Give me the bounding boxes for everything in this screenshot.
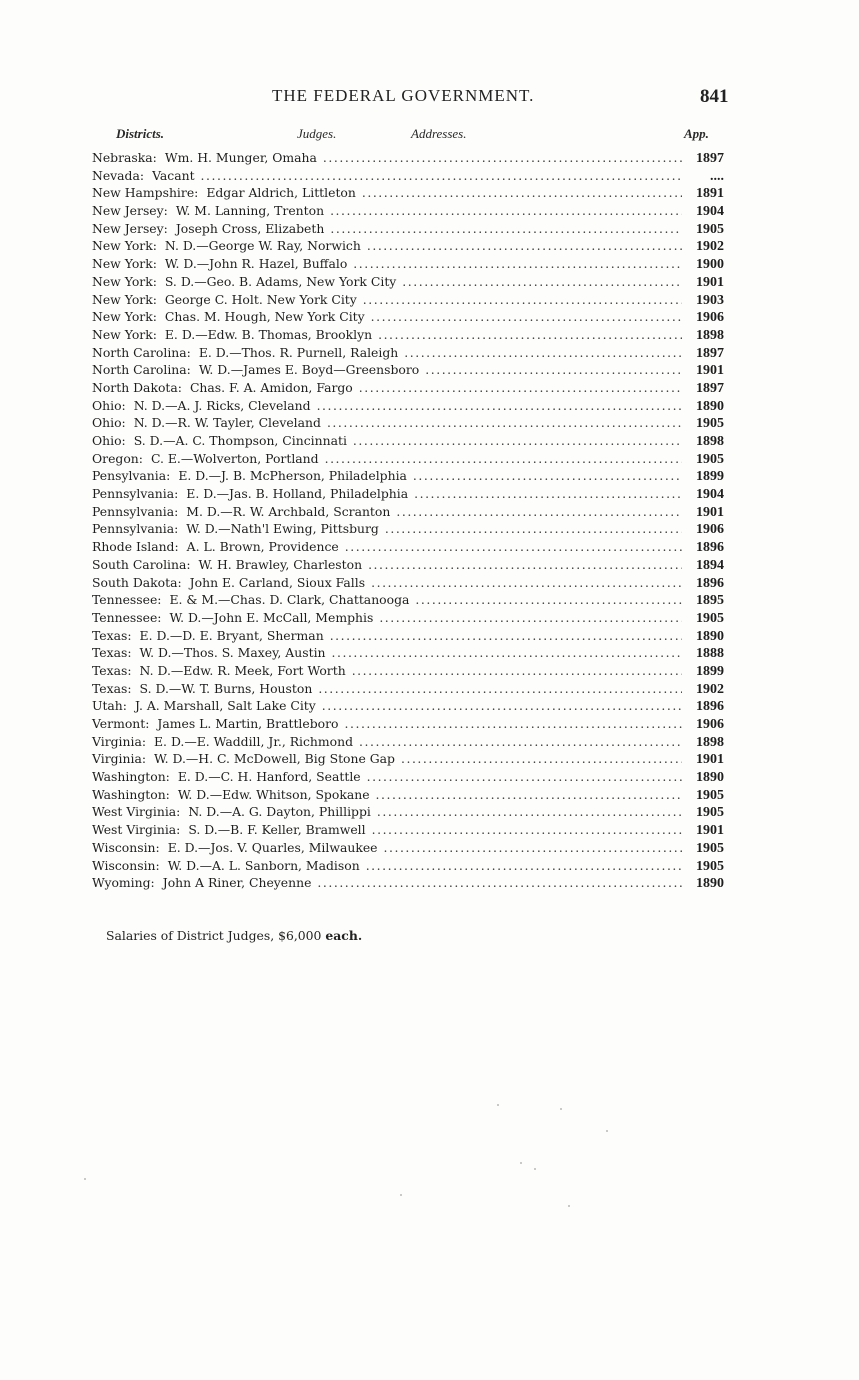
appointment-year: 1897 (696, 345, 724, 361)
dot-leader (396, 504, 682, 519)
appointment-year: 1890 (696, 876, 724, 892)
district-name: Pennsylvania: (92, 503, 179, 519)
appointment-year: 1890 (696, 398, 724, 414)
judge-and-address: A. L. Brown, Providence (186, 539, 339, 555)
judge-and-address: W. D.—A. L. Sanborn, Madison (167, 857, 360, 873)
judge-and-address: S. D.—Geo. B. Adams, New York City (164, 273, 397, 289)
district-name: New York: (92, 238, 157, 254)
dot-leader (327, 415, 682, 430)
dot-leader (377, 804, 682, 819)
district-name: Pennsylvania: (92, 486, 179, 502)
judge-and-address: E. D.—Jos. V. Quarles, Milwaukee (167, 839, 378, 855)
column-headers (0, 126, 859, 144)
list-item (92, 769, 724, 787)
judge-and-address: S. D.—A. C. Thompson, Cincinnati (133, 433, 347, 448)
district-name: Ohio: (92, 397, 126, 413)
appointment-year: 1906 (696, 310, 724, 326)
list-item (92, 238, 724, 256)
district-name: Tennessee: (92, 609, 162, 625)
dot-leader (404, 345, 682, 360)
dot-leader (371, 309, 682, 324)
list-item (92, 716, 724, 734)
district-name: Texas: (92, 662, 132, 678)
list-item (92, 345, 724, 363)
dot-leader (367, 238, 682, 253)
appointment-year: 1904 (696, 487, 724, 503)
district-name: West Virginia: (92, 804, 181, 820)
judge-and-address: W. D.—John R. Hazel, Buffalo (164, 256, 348, 272)
list-item (92, 734, 724, 752)
column-header-addresses: Addresses. (411, 126, 467, 141)
district-name: Washington: (92, 769, 170, 785)
judge-and-address: E. D.—D. E. Bryant, Sherman (139, 627, 324, 643)
judge-and-address: N. D.—R. W. Tayler, Cleveland (133, 415, 321, 431)
dot-leader (318, 681, 682, 696)
appointment-year: 1896 (696, 699, 724, 715)
district-name: West Virginia: (92, 822, 181, 838)
district-name: South Carolina: (92, 556, 191, 572)
district-name: New York: (92, 291, 157, 307)
dot-leader (317, 875, 682, 890)
appointment-year: 1901 (696, 363, 724, 379)
district-name: Nevada: (92, 167, 145, 183)
column-header-districts: Districts. (116, 126, 165, 141)
appointment-year: 1891 (696, 186, 724, 202)
district-name: Pensylvania: (92, 468, 171, 484)
dot-leader (322, 698, 682, 713)
list-item (92, 504, 724, 522)
dot-leader (367, 769, 682, 784)
list-item (92, 645, 724, 663)
judges-list (92, 150, 724, 893)
dot-leader (363, 292, 682, 307)
list-item (92, 539, 724, 557)
district-name: Texas: (92, 645, 132, 661)
district-name: Wisconsin: (92, 857, 160, 873)
district-name: Oregon: (92, 450, 143, 466)
dot-leader (345, 716, 682, 731)
appointment-year: 1899 (696, 663, 724, 679)
judge-and-address: W. D.—Nath'l Ewing, Pittsburg (186, 521, 379, 537)
judge-and-address: M. D.—R. W. Archbald, Scranton (186, 503, 391, 519)
judge-and-address: E. D.—Thos. R. Purnell, Raleigh (198, 344, 399, 360)
judge-and-address: W. D.—Edw. Whitson, Spokane (177, 786, 370, 802)
dot-leader (371, 575, 682, 590)
appointment-year: 1901 (696, 752, 724, 768)
dot-leader (353, 256, 682, 271)
judge-and-address: W. D.—John E. McCall, Memphis (169, 609, 374, 625)
judge-and-address: John E. Carland, Sioux Falls (189, 574, 366, 590)
list-item (92, 698, 724, 716)
list-item (92, 256, 724, 274)
district-name: Vermont: (92, 716, 150, 731)
appointment-year: 1901 (696, 504, 724, 520)
list-item (92, 822, 724, 840)
dot-leader (323, 150, 682, 165)
judge-and-address: E. D.—Jas. B. Holland, Philadelphia (186, 486, 409, 502)
list-item (92, 398, 724, 416)
judge-and-address: E. D.—Edw. B. Thomas, Brooklyn (164, 326, 373, 342)
district-name: North Carolina: (92, 362, 191, 378)
dot-leader (384, 840, 682, 855)
dot-leader (345, 539, 682, 554)
dot-leader (368, 557, 682, 572)
dot-leader (385, 521, 682, 536)
list-item (92, 486, 724, 504)
list-item (92, 840, 724, 858)
footnote-emphasis: each. (325, 928, 363, 943)
list-item (92, 362, 724, 380)
list-item (92, 327, 724, 345)
judge-and-address: George C. Holt. New York City (164, 291, 357, 307)
list-item (92, 185, 724, 203)
district-name: North Dakota: (92, 379, 182, 395)
list-item (92, 610, 724, 628)
list-item (92, 663, 724, 681)
list-item (92, 592, 724, 610)
district-name: Utah: (92, 698, 127, 714)
judge-and-address: W. D.—James E. Boyd—Greensboro (198, 362, 420, 378)
judge-and-address: N. D.—Edw. R. Meek, Fort Worth (139, 662, 346, 678)
running-head (0, 86, 859, 110)
dot-leader (414, 486, 682, 501)
dot-leader (201, 168, 682, 183)
list-item (92, 433, 724, 451)
list-item (92, 751, 724, 769)
dot-leader (401, 751, 682, 766)
list-item (92, 451, 724, 469)
judge-and-address: S. D.—B. F. Keller, Bramwell (188, 822, 366, 838)
judge-and-address: Vacant (152, 167, 195, 183)
appointment-year: .... (710, 168, 724, 184)
list-item (92, 875, 724, 893)
appointment-year: 1905 (696, 840, 724, 856)
appointment-year: 1896 (696, 575, 724, 591)
dot-leader (317, 398, 682, 413)
appointment-year: 1897 (696, 380, 724, 396)
list-item (92, 168, 724, 186)
list-item (92, 150, 724, 168)
judge-and-address: S. D.—W. T. Burns, Houston (139, 680, 313, 696)
list-item (92, 203, 724, 221)
district-name: New York: (92, 256, 157, 272)
appointment-year: 1900 (696, 257, 724, 273)
district-name: Washington: (92, 786, 170, 802)
judge-and-address: Chas. F. A. Amidon, Fargo (189, 379, 353, 395)
appointment-year: 1905 (696, 221, 724, 237)
dot-leader (379, 610, 682, 625)
district-name: Ohio: (92, 415, 126, 431)
list-item (92, 804, 724, 822)
footnote-text: Salaries of District Judges, $6,000 (106, 928, 326, 943)
list-item (92, 274, 724, 292)
appointment-year: 1906 (696, 522, 724, 538)
district-name: Ohio: (92, 433, 126, 448)
appointment-year: 1906 (696, 717, 724, 732)
list-item (92, 787, 724, 805)
list-item (92, 681, 724, 699)
appointment-year: 1901 (696, 274, 724, 290)
district-name: New Jersey: (92, 220, 168, 236)
dot-leader (330, 628, 682, 643)
list-item (92, 628, 724, 646)
judge-and-address: W. D.—Thos. S. Maxey, Austin (139, 645, 326, 661)
district-name: Virginia: (92, 733, 147, 749)
page-title: THE FEDERAL GOVERNMENT. (272, 86, 535, 105)
page-number: 841 (700, 86, 729, 107)
appointment-year: 1905 (696, 805, 724, 821)
district-name: Texas: (92, 680, 132, 696)
judge-and-address: Edgar Aldrich, Littleton (206, 185, 356, 201)
dot-leader (352, 663, 682, 678)
judge-and-address: James L. Martin, Brattleboro (157, 716, 339, 731)
appointment-year: 1903 (696, 292, 724, 308)
dot-leader (325, 451, 682, 466)
appointment-year: 1905 (696, 416, 724, 432)
appointment-year: 1898 (696, 434, 724, 449)
dot-leader (413, 468, 682, 483)
dot-leader (332, 645, 682, 660)
district-name: North Carolina: (92, 344, 191, 360)
list-item (92, 221, 724, 239)
judge-and-address: C. E.—Wolverton, Portland (150, 450, 319, 466)
judge-and-address: E. D.—E. Waddill, Jr., Richmond (154, 733, 354, 749)
salary-footnote (106, 928, 362, 943)
district-name: South Dakota: (92, 574, 182, 590)
list-item (92, 380, 724, 398)
district-name: Nebraska: (92, 150, 157, 165)
district-name: Tennessee: (92, 592, 162, 608)
list-item (92, 309, 724, 327)
dot-leader (362, 185, 682, 200)
district-name: New York: (92, 326, 157, 342)
judge-and-address: E. D.—C. H. Hanford, Seattle (177, 769, 361, 785)
judge-and-address: John A Riner, Cheyenne (162, 875, 312, 891)
appointment-year: 1905 (696, 610, 724, 626)
judge-and-address: Wm. H. Munger, Omaha (164, 150, 317, 165)
appointment-year: 1901 (696, 823, 724, 839)
list-item (92, 557, 724, 575)
judge-and-address: Chas. M. Hough, New York City (164, 309, 365, 325)
dot-leader (330, 203, 682, 218)
dot-leader (425, 362, 682, 377)
judge-and-address: J. A. Marshall, Salt Lake City (134, 698, 316, 714)
judge-and-address: N. D.—George W. Ray, Norwich (164, 238, 361, 254)
column-header-app: App. (684, 126, 709, 141)
list-item (92, 468, 724, 486)
appointment-year: 1902 (696, 681, 724, 697)
judge-and-address: E. & M.—Chas. D. Clark, Chattanooga (169, 592, 410, 608)
appointment-year: 1905 (696, 787, 724, 803)
list-item (92, 858, 724, 876)
list-item (92, 415, 724, 433)
appointment-year: 1904 (696, 204, 724, 220)
appointment-year: 1890 (696, 628, 724, 644)
dot-leader (372, 822, 682, 837)
judge-and-address: E. D.—J. B. McPherson, Philadelphia (178, 468, 407, 484)
district-name: New Jersey: (92, 203, 168, 219)
district-name: Rhode Island: (92, 539, 179, 555)
district-name: Pennsylvania: (92, 521, 179, 537)
judge-and-address: W. H. Brawley, Charleston (198, 556, 363, 572)
district-name: New Hampshire: (92, 185, 199, 201)
dot-leader (415, 592, 682, 607)
judge-and-address: N. D.—A. G. Dayton, Phillippi (188, 804, 371, 820)
judge-and-address: Joseph Cross, Elizabeth (175, 220, 325, 236)
appointment-year: 1902 (696, 239, 724, 255)
dot-leader (376, 787, 682, 802)
dot-leader (359, 734, 682, 749)
appointment-year: 1905 (696, 451, 724, 467)
dot-leader (366, 858, 682, 873)
dot-leader (359, 380, 682, 395)
appointment-year: 1895 (696, 593, 724, 609)
district-name: New York: (92, 273, 157, 289)
appointment-year: 1890 (696, 770, 724, 786)
district-name: New York: (92, 309, 157, 325)
list-item (92, 521, 724, 539)
appointment-year: 1905 (696, 858, 724, 874)
appointment-year: 1896 (696, 540, 724, 556)
district-name: Virginia: (92, 751, 147, 767)
dot-leader (402, 274, 682, 289)
dot-leader (378, 327, 682, 342)
list-item (92, 292, 724, 310)
appointment-year: 1888 (696, 646, 724, 662)
appointment-year: 1899 (696, 469, 724, 485)
district-name: Texas: (92, 627, 132, 643)
dot-leader (330, 221, 682, 236)
judge-and-address: W. M. Lanning, Trenton (175, 203, 325, 219)
judge-and-address: N. D.—A. J. Ricks, Cleveland (133, 397, 311, 413)
district-name: Wisconsin: (92, 839, 160, 855)
list-item (92, 575, 724, 593)
appointment-year: 1898 (696, 327, 724, 343)
judge-and-address: W. D.—H. C. McDowell, Big Stone Gap (154, 751, 395, 767)
appointment-year: 1898 (696, 734, 724, 750)
district-name: Wyoming: (92, 875, 155, 891)
column-header-judges: Judges. (297, 126, 337, 141)
dot-leader (353, 433, 682, 448)
appointment-year: 1897 (696, 151, 724, 166)
appointment-year: 1894 (696, 557, 724, 573)
